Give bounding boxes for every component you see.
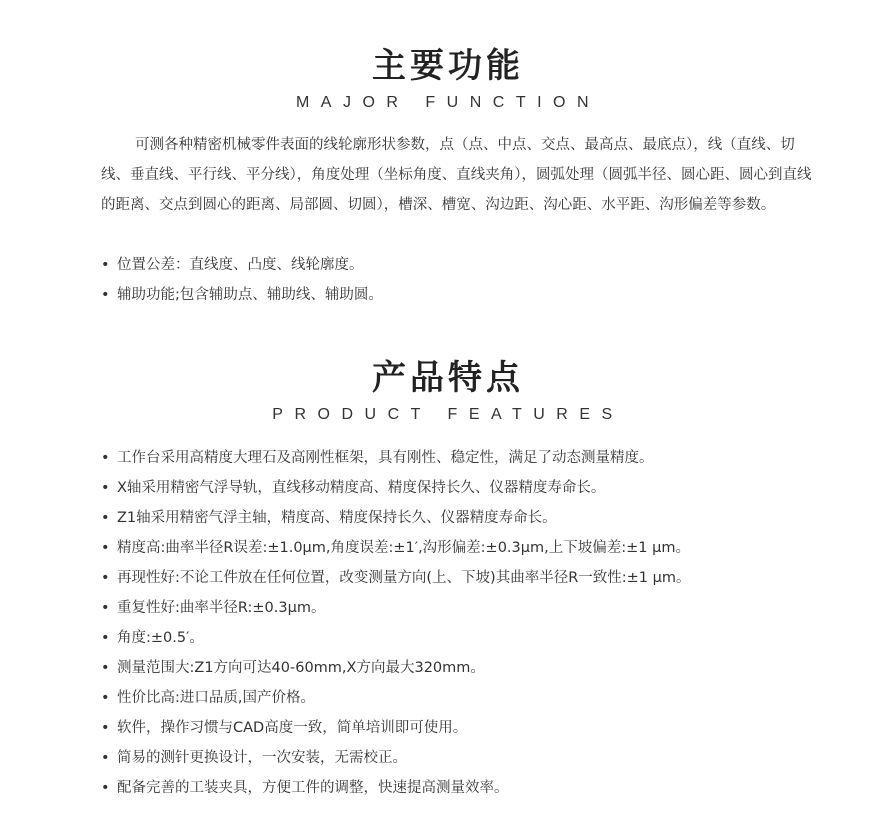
list-item: • 重复性好:曲率半径R:±0.3μm。 (101, 600, 326, 616)
list-item: • 测量范围大:Z1方向可达40-60mm,X方向最大320mm。 (101, 660, 485, 676)
major-function-list (101, 250, 841, 310)
major-function-title: 主要功能 (372, 46, 524, 86)
list-item: • 位置公差：直线度、凸度、线轮廓度。 (101, 257, 364, 273)
major-function-subtitle: MAJOR FUNCTION (295, 94, 601, 111)
list-item: • 简易的测针更换设计，一次安装，无需校正。 (101, 750, 407, 766)
product-features-header (0, 358, 896, 425)
list-item: • X轴采用精密气浮导轨，直线移动精度高、精度保持长久、仪器精度寿命长。 (101, 480, 606, 496)
list-item: • 性价比高:进口品质,国产价格。 (101, 690, 315, 706)
list-item: • 角度:±0.5′。 (101, 630, 204, 646)
list-item: • Z1轴采用精密气浮主轴，精度高、精度保持长久、仪器精度寿命长。 (101, 510, 557, 526)
list-item: • 配备完善的工装夹具，方便工件的调整，快速提高测量效率。 (101, 780, 509, 796)
major-function-header (0, 46, 896, 113)
list-item: • 辅助功能;包含辅助点、辅助线、辅助圆。 (101, 287, 383, 303)
product-features-title: 产品特点 (372, 358, 524, 398)
list-item: • 精度高:曲率半径R误差:±1.0μm,角度误差:±1′,沟形偏差:±0.3μm,上下坡偏差:±1 μm。 (101, 540, 690, 556)
list-item: • 软件，操作习惯与CAD高度一致，简单培训即可使用。 (101, 720, 468, 736)
list-item: • 工作台采用高精度大理石及高刚性框架，具有刚性、稳定性，满足了动态测量精度。 (101, 450, 654, 466)
product-features-list (101, 443, 841, 803)
product-features-subtitle: PRODUCT FEATURES (272, 406, 624, 423)
list-item: • 再现性好:不论工件放在任何位置，改变测量方向(上、下坡)其曲率半径R一致性:±1 μm。 (101, 570, 691, 586)
major-function-paragraph: 可测各种精密机械零件表面的线轮廓形状参数，点（点、中点、交点、最高点、最底点），线（直线、切线、垂直线、平行线、平分线），角度处理（坐标角度、直线夹角），圆弧处理（圆弧半径、圆心距、圆心到直线的距离、交点到圆心的距离、局部圆、切圆），槽深、槽宽、沟边距、沟心距、水平距、沟形偏差等参数。 (101, 137, 812, 213)
